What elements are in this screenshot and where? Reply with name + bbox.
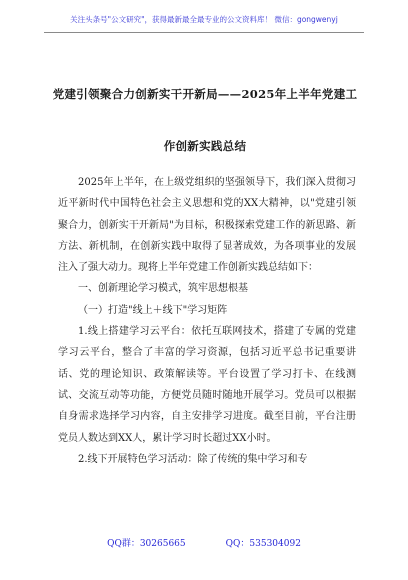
qq-number-text: QQ：535304092 bbox=[225, 539, 301, 549]
footer-contact bbox=[0, 536, 408, 549]
subsection-heading: （一）打造"线上＋线下"学习矩阵 bbox=[78, 304, 228, 316]
document-body bbox=[58, 172, 356, 470]
header-divider bbox=[44, 32, 364, 33]
header-banner: 关注头条号"公文研究"，获得最新最全最专业的公文资料库！ 微信：gongwenyj bbox=[70, 15, 338, 24]
body-paragraph: 1.线上搭建学习云平台：依托互联网技术，搭建了专属的党建学习云平台，整合了丰富的学习资源，包括习近平总书记重要讲话、党的理论知识、政策解读等。平台设置了学习打卡、在线测试、交流互动等功能，方便党员随时随地开展学习。党员可以根据自身需求选择学习内容，自主安排学习进度。截至目前，平台注册党员人数达到XX人，累计学习时长超过XX小时。 bbox=[58, 326, 356, 444]
body-paragraph: 2.线下开展特色学习活动：除了传统的集中学习和专 bbox=[78, 453, 308, 465]
document-title bbox=[50, 68, 360, 172]
intro-paragraph: 2025年上半年，在上级党组织的坚强领导下，我们深入贯彻习近平新时代中国特色社会主义思想和党的XX大精神，以"党建引领聚合力，创新实干开新局"为目标，积极探索党建工作的新思路、新方法、新机制，在创新实践中取得了显著成效，为各项事业的发展注入了强大动力。现将上半年党建工作创新实践总结如下： bbox=[58, 177, 356, 274]
qq-group-text: QQ群：30265665 bbox=[107, 539, 186, 549]
title-line-1: 党建引领聚合力创新实干开新局——2025年上半年党建工 bbox=[52, 87, 358, 101]
title-line-2: 作创新实践总结 bbox=[163, 139, 247, 153]
section-heading: 一、创新理论学习模式，筑牢思想根基 bbox=[78, 283, 248, 295]
